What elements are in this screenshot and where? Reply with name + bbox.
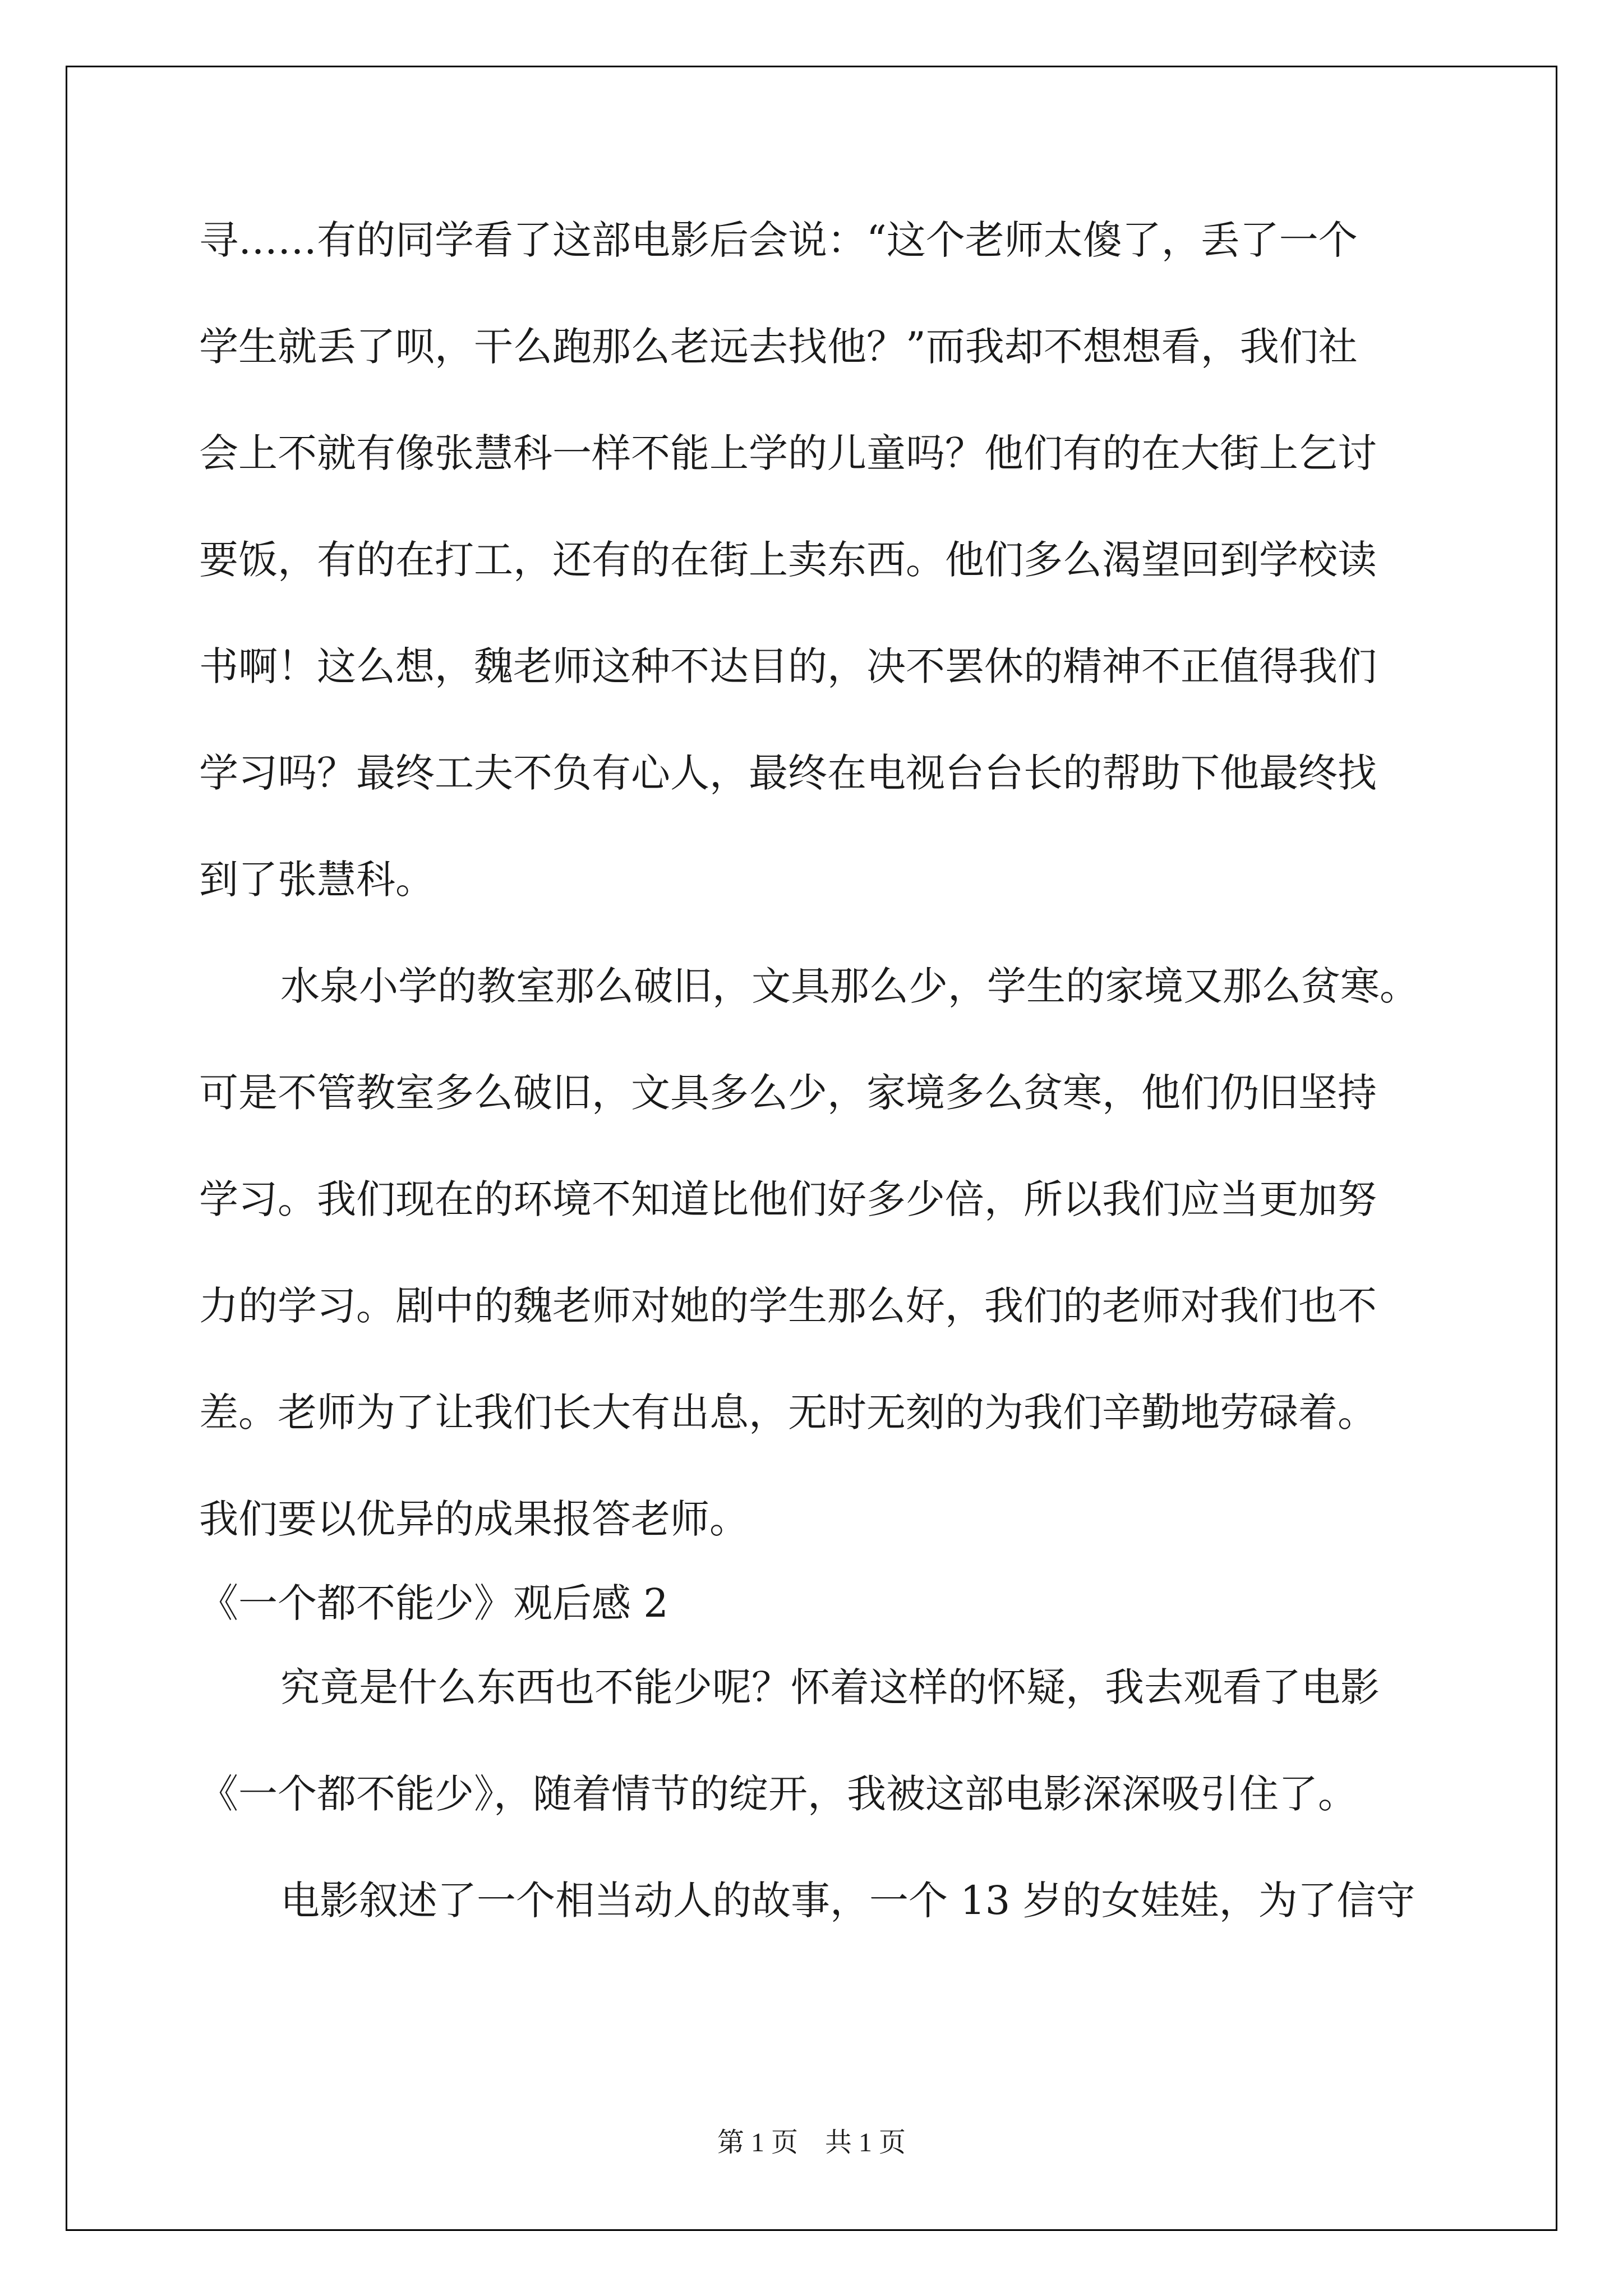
text-line: 寻……有的同学看了这部电影后会说：“这个老师太傻了，丢了一个 <box>199 217 1358 263</box>
text-line: 书啊！这么想，魏老师这种不达目的，决不罢休的精神不正值得我们 <box>199 643 1377 689</box>
text-line: 要饭，有的在打工，还有的在街上卖东西。他们多么渴望回到学校读 <box>199 537 1377 583</box>
paragraph-start-line: 水泉小学的教室那么破旧，文具那么少，学生的家境又那么贫寒。 <box>280 963 1419 1009</box>
section-heading: 《一个都不能少》观后感 2 <box>199 1580 668 1626</box>
text-line: 学生就丢了呗，干么跑那么老远去找他？”而我却不想想看，我们社 <box>199 324 1358 370</box>
text-line: 力的学习。剧中的魏老师对她的学生那么好，我们的老师对我们也不 <box>199 1283 1377 1329</box>
text-line: 会上不就有像张慧科一样不能上学的儿童吗？他们有的在大街上乞讨 <box>199 430 1377 476</box>
document-body <box>199 212 1467 1979</box>
text-line: 可是不管教室多么破旧，文具多么少，家境多么贫寒，他们仍旧坚持 <box>199 1070 1377 1116</box>
text-line: 学习。我们现在的环境不知道比他们好多少倍，所以我们应当更加努 <box>199 1176 1377 1222</box>
text-line: 差。老师为了让我们长大有出息，无时无刻的为我们辛勤地劳碌着。 <box>199 1389 1377 1435</box>
paragraph-start-line: 究竟是什么东西也不能少呢？怀着这样的怀疑，我去观看了电影 <box>280 1664 1380 1710</box>
text-line: 《一个都不能少》，随着情节的绽开，我被这部电影深深吸引住了。 <box>199 1771 1357 1817</box>
text-line: 我们要以优异的成果报答老师。 <box>199 1496 749 1542</box>
page-footer: 第 1 页 共 1 页 <box>717 2128 906 2157</box>
text-line: 到了张慧科。 <box>199 857 435 903</box>
text-line: 学习吗？最终工夫不负有心人，最终在电视台台长的帮助下他最终找 <box>199 750 1377 796</box>
paragraph-start-line: 电影叙述了一个相当动人的故事，一个 13 岁的女娃娃，为了信守 <box>280 1878 1415 1924</box>
